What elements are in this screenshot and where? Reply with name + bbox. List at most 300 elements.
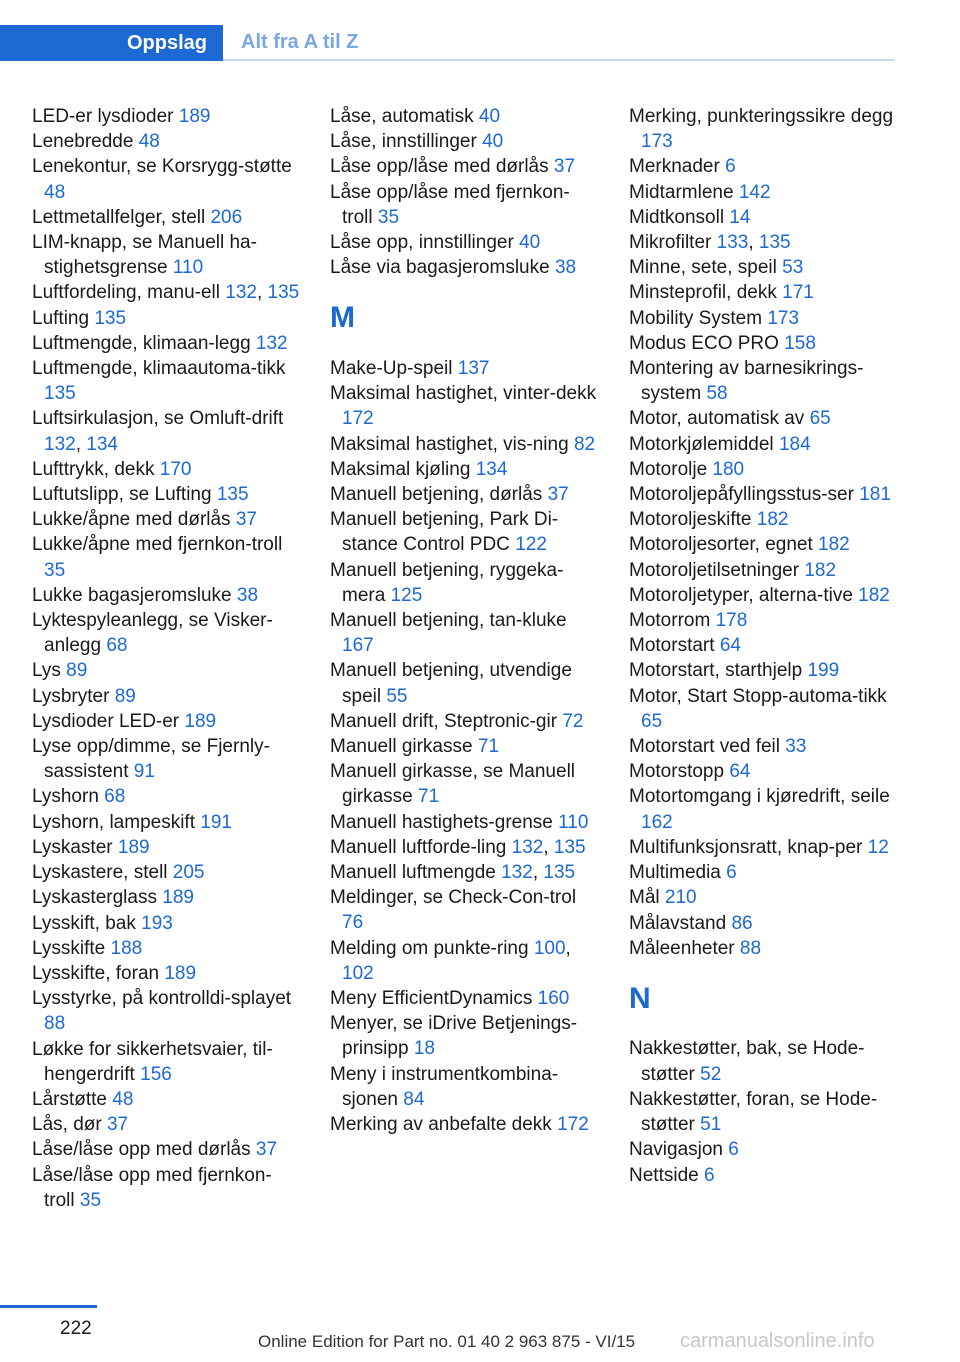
index-entry — [629, 482, 895, 507]
index-entry — [629, 432, 895, 457]
index-entry-text: Melding om punkte-ring — [330, 937, 534, 959]
page-link[interactable]: 184 — [778, 433, 811, 455]
page-link[interactable]: 37 — [235, 509, 257, 531]
index-entry — [32, 709, 302, 734]
index-entry — [32, 810, 302, 835]
page-link[interactable]: 142 — [738, 181, 771, 203]
page-link[interactable]: 182 — [858, 584, 890, 606]
index-entry-text: Motoroljetyper, alterna-tive — [629, 584, 859, 606]
page-link[interactable]: 132 — [225, 282, 257, 304]
index-entry — [32, 457, 302, 482]
index-entry-text: Lyskasterglass — [32, 887, 163, 909]
page-link[interactable]: 189 — [178, 106, 211, 127]
section-gap — [629, 1024, 895, 1037]
page-link[interactable]: 181 — [859, 484, 891, 506]
page-separator: , — [256, 282, 268, 304]
page-link[interactable]: 68 — [106, 635, 128, 657]
page-link[interactable]: 55 — [386, 685, 408, 707]
index-entry — [330, 356, 600, 381]
index-entry — [32, 104, 302, 129]
index-entry-text: Make-Up-speil — [330, 358, 458, 379]
index-entry-text: Lysstyrke, på kontrolldi-splayet — [32, 988, 292, 1010]
page-link[interactable]: 189 — [184, 710, 217, 732]
section-letter: M — [330, 301, 355, 335]
index-entry-text: Låse/låse opp med fjernkon-troll — [32, 1164, 272, 1211]
index-entry — [629, 1137, 895, 1162]
index-entry-text: Lysskifte, foran — [32, 962, 165, 984]
index-entry — [32, 280, 302, 305]
index-entry-text: Manuell luftmengde — [330, 862, 502, 884]
index-entry — [629, 885, 895, 910]
index-entry — [629, 860, 895, 885]
index-entry-text: Nettside — [629, 1164, 704, 1186]
index-entry — [32, 406, 302, 456]
index-entry-text: Lys — [32, 660, 67, 682]
index-entry-text: Motorstopp — [629, 761, 730, 783]
page-link[interactable]: 71 — [477, 736, 499, 758]
index-entry-text: LED-er lysdioder — [32, 106, 179, 127]
page-link[interactable]: 210 — [664, 887, 697, 909]
index-entry — [629, 356, 895, 406]
index-entry — [629, 306, 895, 331]
page-link[interactable]: 6 — [725, 156, 736, 178]
index-entry — [32, 532, 302, 582]
index-entry-text: Nakkestøtter, bak, se Hode-støtter — [629, 1038, 865, 1085]
page-separator: , — [543, 836, 554, 858]
index-entry — [629, 255, 895, 280]
page-link[interactable]: 158 — [784, 332, 816, 354]
index-entry — [32, 1087, 302, 1112]
index-entry-text: Låse opp/låse med dørlås — [330, 156, 554, 178]
index-entry-text: Meny i instrumentkombina-sjonen — [330, 1063, 559, 1110]
index-entry-text: Meldinger, se Check-Con-trol — [330, 887, 577, 909]
index-entry-text: Manuell drift, Steptronic-gir — [330, 710, 563, 732]
page-link[interactable]: 100 — [533, 937, 566, 959]
index-entry-text: Modus ECO PRO — [629, 332, 785, 354]
index-entry — [330, 230, 600, 255]
page-link[interactable]: 132 — [501, 862, 533, 884]
page-link[interactable]: 134 — [86, 433, 118, 455]
index-entry-text: Motoroljetilsetninger — [629, 559, 805, 581]
index-entry — [330, 154, 600, 179]
page-separator: , — [75, 433, 87, 455]
page-link[interactable]: 40 — [478, 106, 501, 127]
index-entry-text: Manuell betjening, tan-kluke — [330, 610, 567, 632]
page-number: 222 — [60, 1318, 92, 1339]
index-entry-text: Merking av anbefalte dekk — [330, 1114, 558, 1136]
index-entry — [629, 658, 895, 683]
page-link[interactable]: 178 — [715, 610, 748, 632]
index-entry-text: Motorkjølemiddel — [629, 433, 779, 455]
page-link[interactable]: 125 — [390, 584, 423, 606]
page-link[interactable]: 88 — [44, 1013, 66, 1035]
page-link[interactable]: 48 — [44, 181, 66, 203]
index-entry-text: Motoroljesorter, egnet — [629, 534, 819, 556]
index-entry — [330, 734, 600, 759]
watermark: carmanualsonline.info — [680, 1330, 875, 1352]
page-link[interactable]: 65 — [809, 408, 831, 430]
page-link[interactable]: 35 — [44, 559, 66, 581]
index-entry-text: Måleenheter — [629, 937, 740, 959]
index-entry — [32, 306, 302, 331]
index-entry-text: Låse via bagasjeromsluke — [330, 257, 555, 279]
page-link[interactable]: 71 — [418, 786, 440, 808]
page-link[interactable]: 132 — [511, 836, 544, 858]
index-entry-text: Lukke/åpne med dørlås — [32, 509, 236, 531]
index-entry-text: Låse/låse opp med dørlås — [32, 1139, 256, 1161]
page-link[interactable]: 64 — [719, 635, 741, 657]
page-link[interactable]: 37 — [553, 156, 576, 178]
index-entry-text: Midtkonsoll — [629, 206, 730, 228]
index-entry — [330, 709, 600, 734]
index-entry — [32, 684, 302, 709]
index-entry — [629, 1163, 895, 1188]
index-entry-text: Manuell hastighets-grense — [330, 811, 559, 833]
page-link[interactable]: 37 — [255, 1139, 278, 1161]
index-entry-text: Multimedia — [629, 862, 727, 884]
index-entry-text: Motorstart ved feil — [629, 736, 786, 758]
index-entry-text: Motorrom — [629, 610, 716, 632]
page-link[interactable]: 160 — [537, 988, 570, 1010]
index-entry-text: Navigasjon — [629, 1139, 729, 1161]
index-entry-text: Låse opp, innstillinger — [330, 232, 520, 254]
page-link[interactable]: 88 — [739, 937, 762, 959]
page-link[interactable]: 173 — [641, 131, 673, 153]
page-link[interactable]: 135 — [44, 383, 76, 405]
index-entry — [629, 633, 895, 658]
page-link[interactable]: 58 — [706, 383, 728, 405]
index-entry-text: Luftmengde, klimaautoma-tikk — [32, 358, 286, 380]
index-entry-text: Målavstand — [629, 912, 732, 934]
index-entry — [629, 280, 895, 305]
index-entry — [629, 835, 895, 860]
index-entry-text: Lufting — [32, 307, 95, 329]
page-link[interactable]: 40 — [482, 131, 504, 153]
index-entry — [32, 784, 302, 809]
index-entry — [629, 784, 895, 834]
page-separator: , — [532, 862, 544, 884]
index-entry-text: Luftsirkulasjon, se Omluft-drift — [32, 408, 284, 430]
index-entry-text: Minne, sete, speil — [629, 257, 783, 279]
page-link[interactable]: 65 — [641, 710, 663, 732]
index-entry-text: Maksimal hastighet, vinter-dekk — [330, 383, 597, 405]
page-link[interactable]: 156 — [140, 1063, 172, 1085]
page-link[interactable]: 135 — [543, 862, 576, 884]
page-link[interactable]: 64 — [729, 761, 751, 783]
index-column-1 — [32, 104, 302, 1213]
page-link[interactable]: 167 — [342, 635, 374, 657]
index-entry-text: Låse, innstillinger — [330, 131, 483, 153]
index-entry — [330, 936, 600, 986]
index-entry-text: Merking, punkteringssikre degg — [629, 106, 894, 127]
index-entry — [330, 835, 600, 860]
page-link[interactable]: 6 — [703, 1164, 715, 1186]
index-entry-text: Motor, automatisk av — [629, 408, 810, 430]
index-entry — [629, 608, 895, 633]
index-entry — [629, 759, 895, 784]
page-link[interactable]: 82 — [573, 433, 596, 455]
index-entry — [330, 558, 600, 608]
index-entry-text: Merknader — [629, 156, 726, 178]
index-entry — [32, 507, 302, 532]
page-link[interactable]: 191 — [200, 811, 232, 833]
page-link[interactable]: 38 — [554, 257, 577, 279]
index-entry — [32, 911, 302, 936]
index-entry — [32, 1163, 302, 1213]
page-link[interactable]: 91 — [133, 761, 155, 783]
index-entry — [330, 180, 600, 230]
index-entry — [629, 558, 895, 583]
page-link[interactable]: 135 — [758, 232, 791, 254]
index-entry-text: Motortomgang i kjøredrift, seile — [629, 786, 890, 808]
page-link[interactable]: 182 — [756, 509, 789, 531]
index-entry — [32, 230, 302, 280]
page-link[interactable]: 89 — [114, 685, 136, 707]
page-link[interactable]: 180 — [712, 458, 745, 480]
section-letter: N — [629, 981, 651, 1015]
index-entry-text: Lysdioder LED-er — [32, 710, 185, 732]
index-entry — [629, 331, 895, 356]
page-link[interactable]: 37 — [106, 1114, 129, 1136]
page-link[interactable]: 48 — [112, 1088, 134, 1110]
index-entry — [629, 684, 895, 734]
index-entry-text: Manuell luftforde-ling — [330, 836, 512, 858]
index-entry — [330, 1011, 600, 1061]
page-link[interactable]: 122 — [515, 534, 547, 556]
page-link[interactable]: 135 — [216, 484, 249, 506]
index-entry — [330, 381, 600, 431]
page-link[interactable]: 188 — [110, 937, 143, 959]
index-entry-text: Låse, automatisk — [330, 106, 479, 127]
page-link[interactable]: 18 — [413, 1038, 435, 1060]
index-entry-text: Luftmengde, klimaan-legg — [32, 332, 256, 354]
index-entry — [629, 507, 895, 532]
page-link[interactable]: 110 — [172, 257, 204, 279]
page-link[interactable]: 33 — [785, 736, 807, 758]
page-link[interactable]: 189 — [164, 962, 197, 984]
page-link[interactable]: 6 — [728, 1139, 739, 1161]
index-entry-text: Motoroljeskifte — [629, 509, 757, 531]
index-entry — [32, 1112, 302, 1137]
page-link[interactable]: 206 — [210, 206, 243, 228]
index-entry — [629, 734, 895, 759]
page-link[interactable]: 84 — [403, 1088, 425, 1110]
index-entry-text: Lårstøtte — [32, 1088, 113, 1110]
index-entry — [330, 129, 600, 154]
index-entry — [32, 1037, 302, 1087]
page-link[interactable]: 189 — [117, 836, 150, 858]
page-link[interactable]: 110 — [558, 811, 589, 833]
page-link[interactable]: 48 — [138, 131, 160, 153]
index-entry — [32, 734, 302, 784]
index-entry-text: Låse opp/låse med fjernkon-troll — [330, 181, 570, 228]
section-gap — [330, 343, 600, 356]
index-entry — [330, 255, 600, 280]
index-entry — [629, 406, 895, 431]
index-entry-text: Lyse opp/dimme, se Fjernly-sassistent — [32, 736, 270, 783]
page-separator: , — [565, 937, 571, 959]
index-entry — [330, 507, 600, 557]
index-entry-text: Nakkestøtter, foran, se Hode-støtter — [629, 1088, 878, 1136]
index-entry-text: Lukke bagasjeromsluke — [32, 584, 237, 606]
index-entry — [629, 583, 895, 608]
index-entry-text: Minsteprofil, dekk — [629, 282, 783, 304]
index-entry-text: Lås, dør — [32, 1114, 107, 1136]
index-entry — [629, 1036, 895, 1086]
index-entry-text: Lyshorn, lampeskift — [32, 811, 201, 833]
index-entry-text: Mobility System — [629, 307, 768, 329]
page-link[interactable]: 52 — [700, 1063, 722, 1085]
index-entry-text: Manuell betjening, utvendige speil — [330, 660, 572, 707]
index-entry-text: Motorstart — [629, 635, 720, 657]
page-link[interactable]: 170 — [159, 458, 192, 480]
page-link[interactable]: 76 — [342, 912, 364, 934]
page-link[interactable]: 68 — [104, 786, 126, 808]
index-entry-text: Montering av barnesikrings-system — [629, 358, 864, 405]
page-link[interactable]: 132 — [44, 433, 76, 455]
page-link[interactable]: 6 — [726, 862, 737, 884]
page-link[interactable]: 173 — [767, 307, 800, 329]
index-entry — [330, 1112, 600, 1137]
index-entry-text: Manuell betjening, Park Di-stance Control PDC — [330, 509, 559, 556]
index-entry — [629, 104, 895, 154]
page-link[interactable]: 137 — [457, 358, 490, 379]
page-link[interactable]: 134 — [475, 458, 508, 480]
page-link[interactable]: 182 — [804, 559, 837, 581]
index-entry-text: Lyskaster — [32, 836, 118, 858]
index-entry — [32, 860, 302, 885]
page-link[interactable]: 102 — [342, 962, 374, 984]
page-link[interactable]: 35 — [377, 206, 400, 228]
index-entry-text: Motoroljepåfyllingsstus-ser — [629, 484, 860, 506]
page-link[interactable]: 35 — [79, 1189, 102, 1211]
index-entry-text: Lyktespyleanlegg, se Visker-anlegg — [32, 610, 273, 657]
page-link[interactable]: 38 — [236, 584, 259, 606]
page-link[interactable]: 14 — [729, 206, 751, 228]
page-link[interactable]: 135 — [94, 307, 127, 329]
index-entry — [330, 457, 600, 482]
index-entry — [32, 356, 302, 406]
index-entry — [32, 835, 302, 860]
index-entry — [629, 1087, 895, 1137]
page-link[interactable]: 12 — [867, 836, 889, 858]
index-entry — [32, 583, 302, 608]
index-entry — [330, 810, 600, 835]
index-entry — [330, 432, 600, 457]
index-entry — [330, 986, 600, 1011]
index-entry — [32, 658, 302, 683]
index-entry — [330, 885, 600, 935]
index-entry-text: Lettmetallfelger, stell — [32, 206, 211, 228]
index-entry — [32, 986, 302, 1036]
index-entry — [32, 608, 302, 658]
index-entry-text: Manuell girkasse — [330, 736, 478, 758]
index-entry — [629, 936, 895, 961]
page-link[interactable]: 53 — [782, 257, 804, 279]
index-entry — [32, 129, 302, 154]
index-entry-text: Lyshorn — [32, 786, 105, 808]
index-entry — [330, 658, 600, 708]
index-entry — [32, 482, 302, 507]
index-entry-text: LIM-knapp, se Manuell ha-stighetsgrense — [32, 232, 257, 279]
page-link[interactable]: 182 — [818, 534, 850, 556]
index-entry-text: Mål — [629, 887, 665, 909]
page-link[interactable]: 72 — [562, 710, 584, 732]
index-entry-text: Manuell betjening, dørlås — [330, 484, 548, 506]
index-entry-text: Lysskift, bak — [32, 912, 142, 934]
index-entry-text: Manuell betjening, ryggeka-mera — [330, 559, 564, 606]
index-entry-text: Manuell girkasse, se Manuell girkasse — [330, 761, 576, 808]
index-entry-text: Lenebredde — [32, 131, 139, 153]
index-entry — [629, 154, 895, 179]
index-entry-text: Løkke for sikkerhetsvaier, til-hengerdrift — [32, 1038, 273, 1085]
index-entry-text: Lysbryter — [32, 685, 115, 707]
index-entry — [32, 331, 302, 356]
index-entry-text: Motorolje — [629, 458, 713, 480]
page-link[interactable]: 189 — [162, 887, 194, 909]
index-entry — [330, 104, 600, 129]
index-entry — [629, 457, 895, 482]
page-link[interactable]: 86 — [731, 912, 753, 934]
index-entry-text: Menyer, se iDrive Betjenings-prinsipp — [330, 1013, 578, 1060]
index-entry — [32, 1137, 302, 1162]
index-entry-text: Mikrofilter — [629, 232, 717, 254]
tab-alt-fra-a-til-z[interactable]: Alt fra A til Z — [223, 25, 895, 61]
index-entry-text: Luftfordeling, manu-ell — [32, 282, 226, 304]
page-link[interactable]: 135 — [553, 836, 586, 858]
page-separator: , — [748, 232, 759, 254]
index-entry — [330, 608, 600, 658]
page-link[interactable]: 199 — [807, 660, 840, 682]
page-link[interactable]: 193 — [141, 912, 173, 934]
index-entry — [32, 961, 302, 986]
page-link[interactable]: 205 — [172, 862, 205, 884]
page-link[interactable]: 172 — [342, 408, 374, 430]
page-link[interactable]: 171 — [782, 282, 814, 304]
index-entry — [330, 482, 600, 507]
index-entry — [330, 1062, 600, 1112]
page-link[interactable]: 133 — [716, 232, 749, 254]
index-entry — [629, 180, 895, 205]
page-link[interactable]: 135 — [267, 282, 300, 304]
index-entry — [32, 936, 302, 961]
tab-oppslag[interactable]: Oppslag — [0, 25, 223, 61]
page-link[interactable]: 51 — [700, 1114, 722, 1136]
page-link[interactable]: 162 — [641, 811, 673, 833]
index-entry-text: Meny EfficientDynamics — [330, 988, 538, 1010]
page-link[interactable]: 89 — [66, 660, 88, 682]
index-entry-text: Lyskastere, stell — [32, 862, 173, 884]
index-entry — [32, 154, 302, 204]
page-link[interactable]: 132 — [255, 332, 288, 354]
index-entry-text: Lufttrykk, dekk — [32, 458, 160, 480]
page-link[interactable]: 40 — [519, 232, 541, 254]
index-entry-text: Multifunksjonsratt, knap-per — [629, 836, 868, 858]
footer-accent-line — [0, 1305, 97, 1308]
index-entry — [629, 911, 895, 936]
index-entry — [629, 230, 895, 255]
index-entry-text: Motor, Start Stopp-automa-tikk — [629, 685, 887, 707]
index-entry — [330, 759, 600, 809]
index-entry — [629, 205, 895, 230]
index-column-2 — [330, 104, 600, 1137]
index-entry-text: Lukke/åpne med fjernkon-troll — [32, 534, 283, 556]
header-bar — [0, 25, 895, 61]
index-entry — [32, 205, 302, 230]
page-link[interactable]: 37 — [547, 484, 569, 506]
page-link[interactable]: 172 — [557, 1114, 589, 1136]
index-column-3 — [629, 104, 895, 1188]
